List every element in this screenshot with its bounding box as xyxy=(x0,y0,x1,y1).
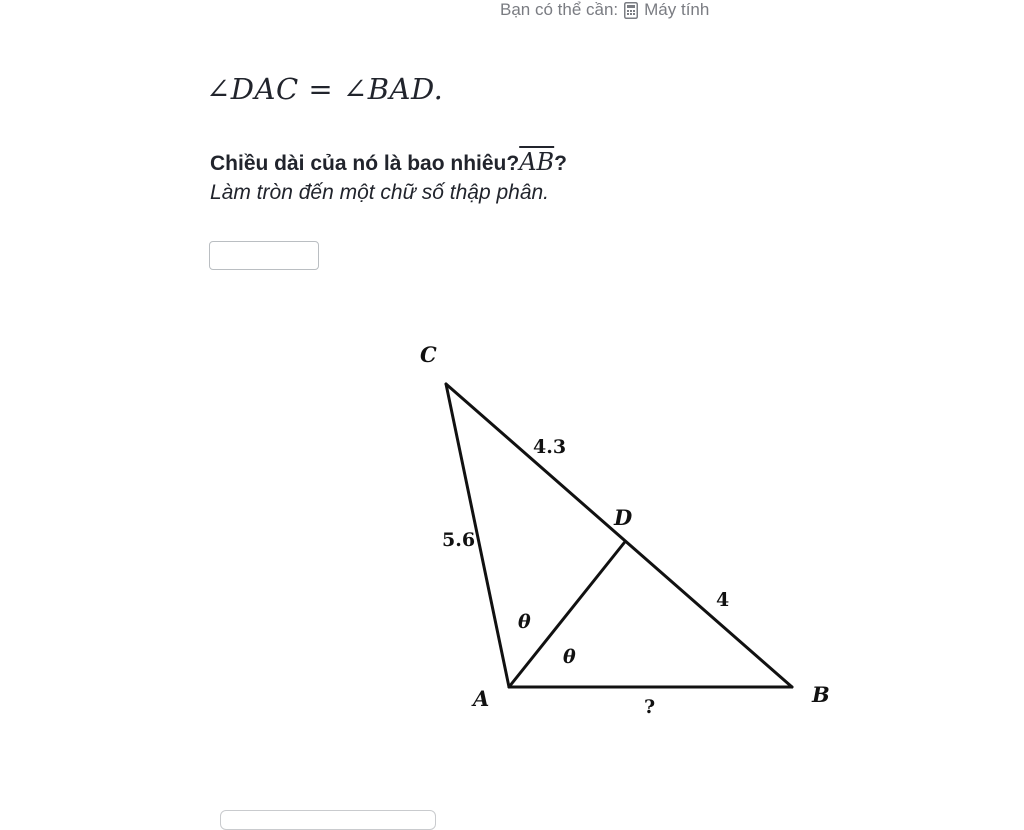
point-label-d: D xyxy=(614,505,633,530)
segment-cb xyxy=(446,384,792,687)
point-label-b: B xyxy=(812,682,830,707)
given-equation: ∠DAC = ∠BAD. xyxy=(206,72,444,106)
angle-label-dac: θ xyxy=(518,611,531,633)
calculator-link[interactable]: Máy tính xyxy=(644,0,710,19)
angle-label-bad: θ xyxy=(563,646,576,668)
answer-input[interactable] xyxy=(209,241,319,270)
rounding-instruction: Làm tròn đến một chữ số thập phân. xyxy=(210,181,550,204)
length-cd: 4.3 xyxy=(533,436,567,458)
question-text xyxy=(210,148,567,176)
length-ac: 5.6 xyxy=(442,529,476,551)
tool-hint xyxy=(500,0,709,20)
point-label-a: A xyxy=(473,686,490,711)
segment-ca xyxy=(446,384,509,687)
length-db: 4 xyxy=(716,589,730,611)
length-ab: ? xyxy=(644,696,656,718)
segment-ab: $\overline{AB}$ xyxy=(519,148,555,176)
segment-ad xyxy=(509,543,624,687)
calculator-icon[interactable] xyxy=(624,2,638,19)
bottom-panel-edge xyxy=(220,810,436,830)
tool-hint-prefix: Bạn có thể cần: xyxy=(500,0,619,19)
point-label-c: C xyxy=(420,342,437,367)
question-suffix: ? xyxy=(554,152,567,175)
question-prefix: Chiều dài của nó là bao nhiêu? xyxy=(210,152,520,175)
